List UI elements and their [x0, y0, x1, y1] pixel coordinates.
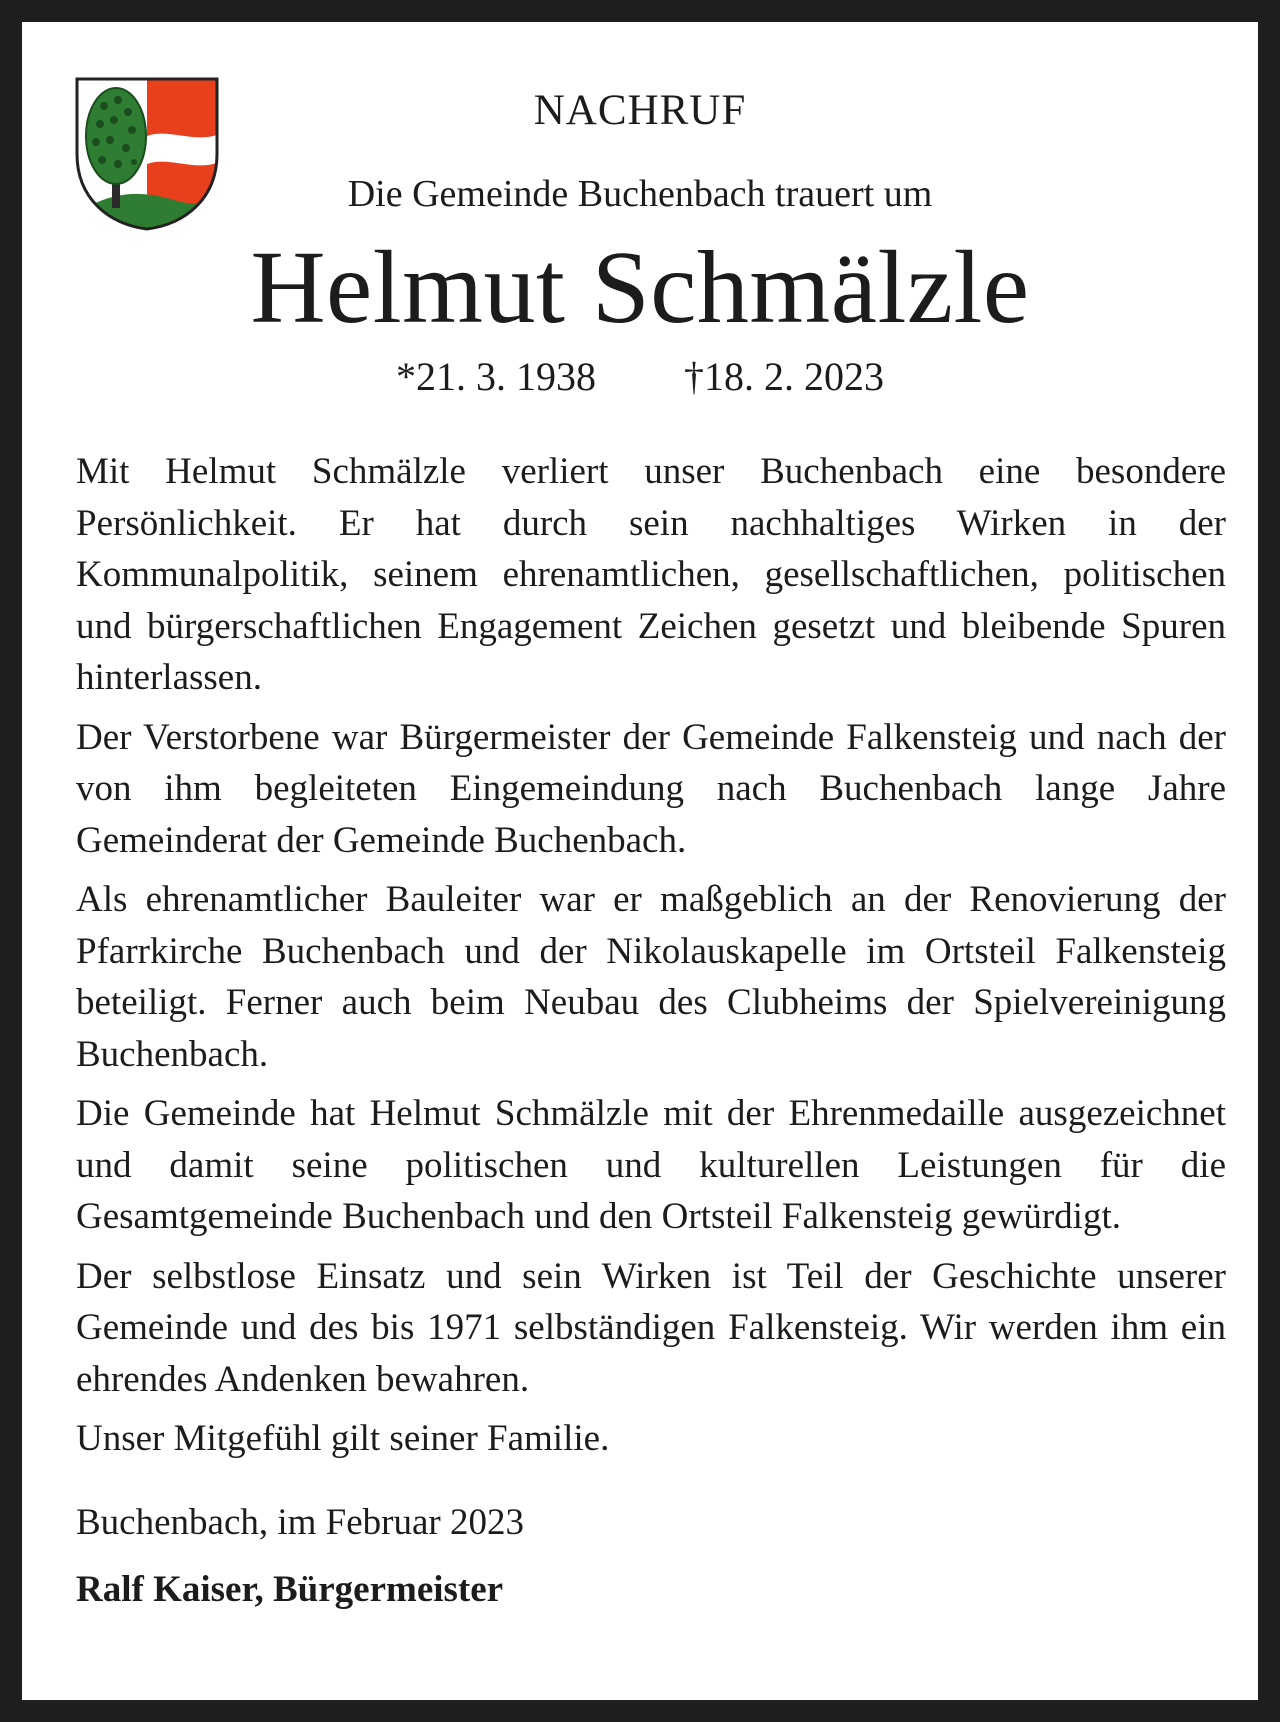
- body-paragraph-3: Als ehrenamtlicher Bauleiter war er maßgeblich an der Renovierung der Pfarrkirche Buchenbach und der Nikolauskapelle im Ortsteil Falkensteig beteiligt. Ferner auch beim Neubau des Clubheims der Spielvereinigung Buchenbach.: [76, 879, 1226, 1075]
- body-paragraph-5: Der selbstlose Einsatz und sein Wirken ist Teil der Geschichte unserer Gemeinde und des bis 1971 selbständigen Falkensteig. Wir werden ihm ein ehrendes Andenken bewahren.: [76, 1255, 1226, 1400]
- life-dates: [22, 354, 1258, 400]
- signature: Ralf Kaiser, Bürgermeister: [76, 1569, 504, 1610]
- death-date: †18. 2. 2023: [684, 354, 884, 399]
- body-paragraph-6: Unser Mitgefühl gilt seiner Familie.: [76, 1418, 610, 1459]
- deceased-name: Helmut Schmälzle: [250, 230, 1030, 345]
- body-paragraph-4: Die Gemeinde hat Helmut Schmälzle mit der Ehrenmedaille ausgezeichnet und damit seine politischen und kulturellen Leistungen für die Gesamtgemeinde Buchenbach und den Ortsteil Falkensteig gewürdigt.: [76, 1093, 1226, 1237]
- notice-title: NACHRUF: [533, 87, 747, 134]
- birth-date: *21. 3. 1938: [396, 354, 596, 399]
- place-date: Buchenbach, im Februar 2023: [76, 1501, 524, 1543]
- notice-header: [22, 72, 1258, 400]
- body-paragraph-1: Mit Helmut Schmälzle verliert unser Buchenbach eine besondere Persönlichkeit. Er hat durch sein nachhaltiges Wirken in der Kommunalpolitik, seinem ehrenamtlichen, gesellschaftlichen, politischen und bürgerschaftlichen Engagement Zeichen gesetzt und bleibende Spuren hinterlassen.: [76, 451, 1226, 698]
- body-paragraph-2: Der Verstorbene war Bürgermeister der Gemeinde Falkensteig und nach der von ihm begleiteten Eingemeindung nach Buchenbach lange Jahre Gemeinderat der Gemeinde Buchenbach.: [76, 716, 1226, 861]
- notice-body: [76, 446, 1226, 1624]
- notice-subtitle: Die Gemeinde Buchenbach trauert um: [347, 173, 933, 215]
